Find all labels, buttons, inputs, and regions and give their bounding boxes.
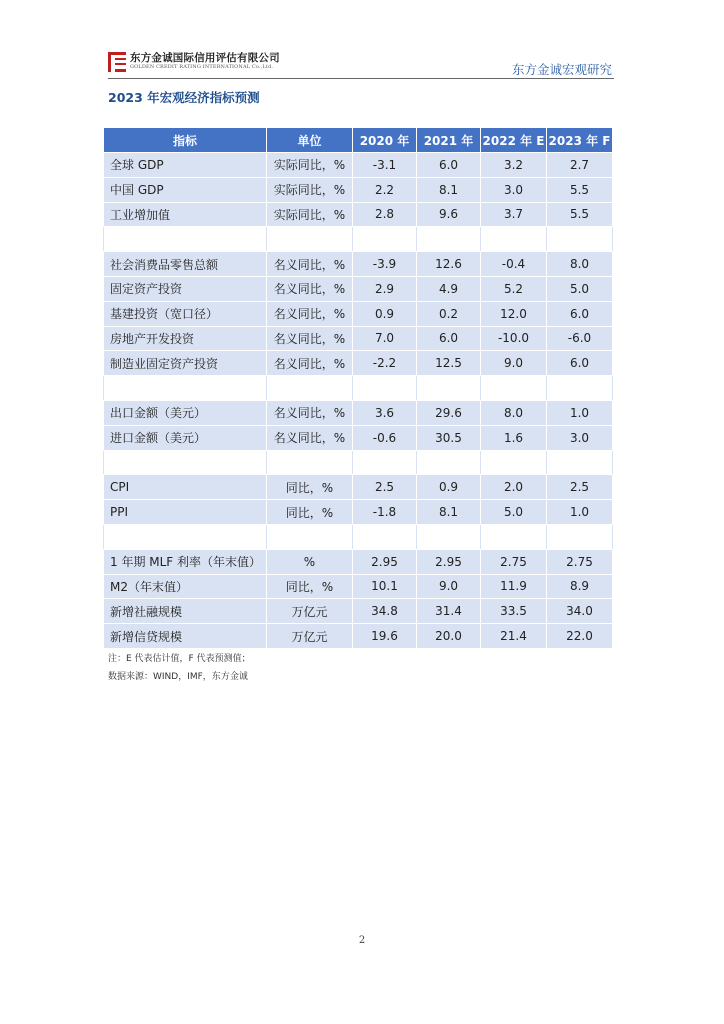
value-cell: 1.0 (547, 500, 613, 525)
value-cell: 5.2 (481, 276, 547, 301)
value-cell: -10.0 (481, 326, 547, 351)
value-cell: 8.1 (417, 177, 481, 202)
value-cell (481, 376, 547, 401)
value-cell: 1.6 (481, 425, 547, 450)
value-cell (353, 376, 417, 401)
value-cell (481, 227, 547, 252)
value-cell: 34.8 (353, 599, 417, 624)
value-cell: 12.5 (417, 351, 481, 376)
table-spacer-row (104, 524, 613, 549)
value-cell: 1.0 (547, 400, 613, 425)
unit-cell: 同比，% (267, 574, 353, 599)
value-cell: 5.0 (481, 500, 547, 525)
indicator-cell: 进口金额（美元） (104, 425, 267, 450)
value-cell: 8.9 (547, 574, 613, 599)
unit-cell: 实际同比，% (267, 202, 353, 227)
indicator-cell: 基建投资（宽口径） (104, 301, 267, 326)
value-cell: 30.5 (417, 425, 481, 450)
value-cell (353, 227, 417, 252)
value-cell: 8.0 (481, 400, 547, 425)
indicator-cell: 1 年期 MLF 利率（年末值） (104, 549, 267, 574)
value-cell: -2.2 (353, 351, 417, 376)
table-row (104, 549, 613, 574)
table-row (104, 177, 613, 202)
value-cell: 2.8 (353, 202, 417, 227)
value-cell (481, 524, 547, 549)
value-cell: 2.75 (547, 549, 613, 574)
value-cell: 3.0 (481, 177, 547, 202)
value-cell: 3.0 (547, 425, 613, 450)
table-row (104, 475, 613, 500)
value-cell (417, 450, 481, 475)
header-2022e: 2022 年 E (481, 128, 547, 153)
unit-cell: 名义同比，% (267, 252, 353, 277)
value-cell: 8.1 (417, 500, 481, 525)
table-spacer-row (104, 376, 613, 401)
unit-cell (267, 376, 353, 401)
indicator-cell (104, 524, 267, 549)
value-cell: 20.0 (417, 624, 481, 649)
indicator-cell: M2（年末值） (104, 574, 267, 599)
unit-cell (267, 524, 353, 549)
series-title: 东方金诚宏观研究 (511, 62, 612, 77)
value-cell: 0.2 (417, 301, 481, 326)
header-2021: 2021 年 (417, 128, 481, 153)
indicator-cell (104, 450, 267, 475)
value-cell: 2.5 (353, 475, 417, 500)
value-cell: 6.0 (417, 153, 481, 178)
value-cell (353, 524, 417, 549)
value-cell: 22.0 (547, 624, 613, 649)
unit-cell: 实际同比，% (267, 177, 353, 202)
value-cell: 8.0 (547, 252, 613, 277)
value-cell: 0.9 (417, 475, 481, 500)
section-title: 2023 年宏观经济指标预测 (108, 90, 260, 105)
unit-cell: 名义同比，% (267, 301, 353, 326)
value-cell: 2.5 (547, 475, 613, 500)
unit-cell: 万亿元 (267, 624, 353, 649)
table-spacer-row (104, 227, 613, 252)
value-cell: 5.0 (547, 276, 613, 301)
indicator-cell: 新增社融规模 (104, 599, 267, 624)
value-cell: 3.6 (353, 400, 417, 425)
company-name: 东方金诚国际信用评估有限公司 (130, 52, 280, 64)
indicator-cell: 出口金额（美元） (104, 400, 267, 425)
value-cell: 5.5 (547, 177, 613, 202)
value-cell (417, 376, 481, 401)
value-cell: 34.0 (547, 599, 613, 624)
value-cell (417, 524, 481, 549)
value-cell: -6.0 (547, 326, 613, 351)
value-cell: -3.1 (353, 153, 417, 178)
value-cell: 9.6 (417, 202, 481, 227)
table-row (104, 326, 613, 351)
unit-cell: 名义同比，% (267, 276, 353, 301)
unit-cell (267, 450, 353, 475)
company-logo-icon (108, 52, 126, 72)
header-2023f: 2023 年 F (547, 128, 613, 153)
value-cell: 6.0 (547, 301, 613, 326)
indicator-cell: CPI (104, 475, 267, 500)
header-unit: 单位 (267, 128, 353, 153)
value-cell: 6.0 (417, 326, 481, 351)
table-row (104, 202, 613, 227)
indicator-cell (104, 376, 267, 401)
table-row (104, 624, 613, 649)
value-cell: 29.6 (417, 400, 481, 425)
table-row (104, 351, 613, 376)
value-cell: 7.0 (353, 326, 417, 351)
value-cell: 9.0 (417, 574, 481, 599)
data-source-note: 数据来源：WIND，IMF，东方金诚 (108, 672, 248, 682)
unit-cell: 同比，% (267, 475, 353, 500)
indicator-cell: 制造业固定资产投资 (104, 351, 267, 376)
table-row (104, 301, 613, 326)
value-cell: 2.0 (481, 475, 547, 500)
value-cell: 2.9 (353, 276, 417, 301)
value-cell: 2.7 (547, 153, 613, 178)
table-row (104, 425, 613, 450)
indicator-cell: 固定资产投资 (104, 276, 267, 301)
value-cell: 2.2 (353, 177, 417, 202)
unit-cell: 实际同比，% (267, 153, 353, 178)
value-cell (481, 450, 547, 475)
value-cell: -0.6 (353, 425, 417, 450)
value-cell: 10.1 (353, 574, 417, 599)
value-cell: -3.9 (353, 252, 417, 277)
value-cell: 0.9 (353, 301, 417, 326)
value-cell: 19.6 (353, 624, 417, 649)
value-cell: 2.95 (353, 549, 417, 574)
unit-cell: % (267, 549, 353, 574)
unit-cell (267, 227, 353, 252)
value-cell: 4.9 (417, 276, 481, 301)
table-row (104, 252, 613, 277)
value-cell (353, 450, 417, 475)
value-cell (547, 227, 613, 252)
indicator-cell: 社会消费品零售总额 (104, 252, 267, 277)
indicator-cell: 中国 GDP (104, 177, 267, 202)
value-cell: 3.7 (481, 202, 547, 227)
header-2020: 2020 年 (353, 128, 417, 153)
page-header (108, 48, 614, 79)
page-number: 2 (358, 935, 366, 946)
value-cell (547, 524, 613, 549)
value-cell: 6.0 (547, 351, 613, 376)
header-indicator: 指标 (104, 128, 267, 153)
table-row (104, 500, 613, 525)
unit-cell: 名义同比，% (267, 400, 353, 425)
value-cell: 12.0 (481, 301, 547, 326)
table-row (104, 599, 613, 624)
value-cell: 31.4 (417, 599, 481, 624)
table-row (104, 574, 613, 599)
indicator-cell: 新增信贷规模 (104, 624, 267, 649)
unit-cell: 名义同比，% (267, 351, 353, 376)
unit-cell: 名义同比，% (267, 326, 353, 351)
table-note: 注：E 代表估计值，F 代表预测值； (108, 654, 251, 664)
indicator-cell: PPI (104, 500, 267, 525)
value-cell: 9.0 (481, 351, 547, 376)
indicator-cell (104, 227, 267, 252)
table-row (104, 400, 613, 425)
indicator-cell: 房地产开发投资 (104, 326, 267, 351)
value-cell: 33.5 (481, 599, 547, 624)
indicator-cell: 工业增加值 (104, 202, 267, 227)
value-cell (547, 376, 613, 401)
value-cell (547, 450, 613, 475)
value-cell: 3.2 (481, 153, 547, 178)
table-row (104, 276, 613, 301)
value-cell: 21.4 (481, 624, 547, 649)
company-logo (108, 52, 280, 72)
value-cell: 2.75 (481, 549, 547, 574)
unit-cell: 同比，% (267, 500, 353, 525)
indicator-cell: 全球 GDP (104, 153, 267, 178)
value-cell: 11.9 (481, 574, 547, 599)
table-header-row (104, 128, 613, 153)
value-cell: 2.95 (417, 549, 481, 574)
value-cell: 12.6 (417, 252, 481, 277)
macro-forecast-table (103, 127, 613, 649)
unit-cell: 万亿元 (267, 599, 353, 624)
value-cell: -1.8 (353, 500, 417, 525)
company-name-en: GOLDEN CREDIT RATING INTERNATIONAL Co.,Ltd. (130, 64, 274, 70)
value-cell: 5.5 (547, 202, 613, 227)
value-cell (417, 227, 481, 252)
table-row (104, 153, 613, 178)
table-spacer-row (104, 450, 613, 475)
unit-cell: 名义同比，% (267, 425, 353, 450)
value-cell: -0.4 (481, 252, 547, 277)
